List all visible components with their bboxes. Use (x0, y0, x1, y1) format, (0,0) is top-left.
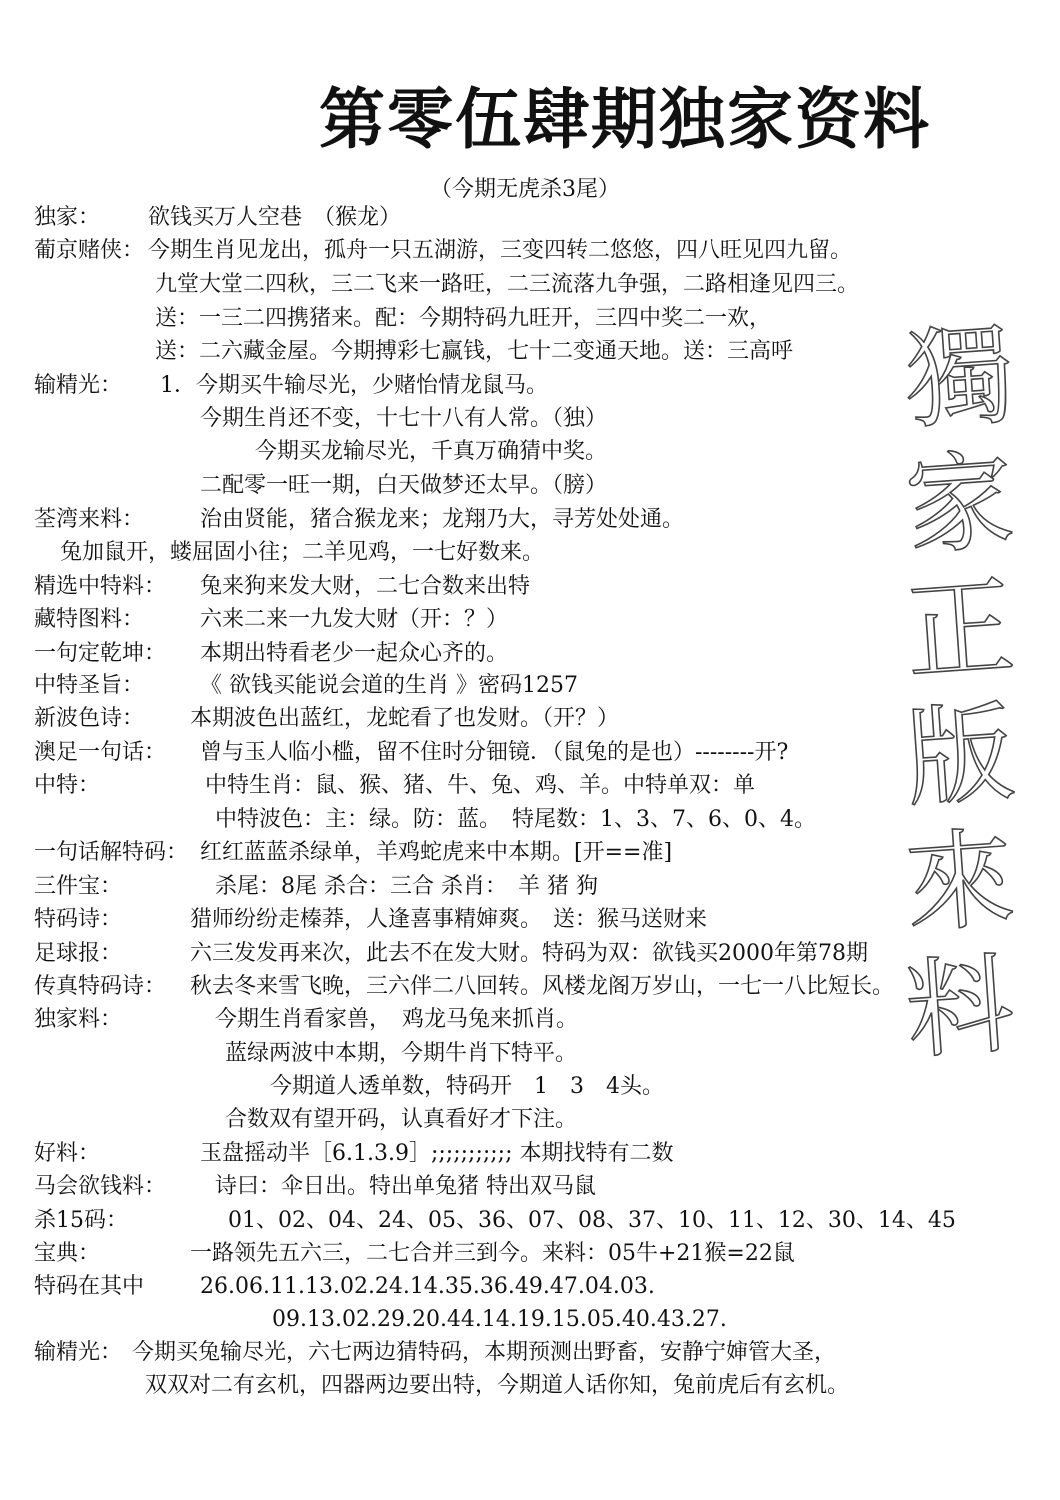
stamp-char: 版 (901, 690, 1019, 823)
row-text: 兔来狗来发大财，二七合数来出特 (200, 574, 531, 599)
row-label: 藏特图料： (34, 607, 145, 632)
row-text: 秋去冬来雪飞晚，三六伴二八回转。风楼龙阁万岁山，一七一八比短长。 (190, 974, 895, 999)
row-text: 九堂大堂二四秋，三二飞来一路旺，二三流落九争强，二路相逢见四三。 (155, 272, 860, 297)
row-text: 一路领先五六三，二七合并三到今。来料：05牛+21猴=22鼠 (190, 1241, 795, 1266)
stamp-char: 獨 (901, 312, 1019, 445)
row-text: 今期买龙输尽光，千真万确猜中奖。 (255, 439, 608, 464)
row-text: 诗曰：伞日出。特出单兔猪 特出双马鼠 (215, 1174, 596, 1199)
row-label: 杀15码： (34, 1208, 128, 1233)
row-text: 今期道人透单数，特码开 1 3 4头。 (270, 1074, 664, 1099)
row-label: 足球报： (34, 941, 123, 966)
row-text: 中特波色：主：绿。防：蓝。 特尾数：1、3、7、6、0、4。 (215, 807, 816, 832)
row-label: 特码在其中 (34, 1274, 145, 1299)
row-text: 治由贤能，猪合猴龙来；龙翔乃大，寻芳处处通。 (200, 507, 685, 532)
row-label: 三件宝： (34, 874, 123, 899)
row-text: 今期生肖见龙出，孤舟一只五湖游，三变四转二悠悠，四八旺见四九留。 (148, 238, 853, 263)
row-label: 传真特码诗： (34, 974, 167, 999)
subtitle: （今期无虎杀3尾） (430, 177, 620, 202)
row-text: 合数双有望开码，认真看好才下注。 (225, 1107, 578, 1132)
row-text: 双双对二有玄机，四器两边要出特，今期道人话你知，兔前虎后有玄机。 (145, 1373, 850, 1398)
row-text: 《 欲钱买能说会道的生肖 》密码1257 (200, 673, 578, 698)
row-text: 欲钱买万人空巷 （猴龙） (148, 205, 402, 230)
row-label: 一句话解特码： (34, 840, 189, 865)
row-label: 独家料： (34, 1007, 123, 1032)
row-label: 独家： (34, 205, 101, 230)
row-label: 精选中特料： (34, 574, 167, 599)
row-label: 好料： (34, 1141, 101, 1166)
row-text: 本期波色出蓝红，龙蛇看了也发财。（开？） (190, 706, 620, 731)
stamp-char: 家 (901, 438, 1019, 571)
row-label: 输精光： (34, 1340, 123, 1365)
row-label: 中特圣旨： (34, 673, 145, 698)
row-text: 玉盘摇动半［6.1.3.9］;;;;;;;;;;; 本期找特有二数 (200, 1141, 674, 1166)
row-text: 今期生肖还不变，十七十八有人常。（独） (200, 406, 608, 431)
row-text: 二配零一旺一期，白天做梦还太早。（膀） (200, 473, 608, 498)
stamp-char: 料 (901, 942, 1019, 1075)
row-text: 红红蓝蓝杀绿单，羊鸡蛇虎来中本期。[开==准] (200, 840, 673, 865)
row-label: 宝典： (34, 1241, 101, 1266)
row-text: 01、02、04、24、05、36、07、08、37、10、11、12、30、14、45 (228, 1208, 956, 1233)
row-text: 蓝绿两波中本期，今期牛肖下特平。 (225, 1041, 578, 1066)
row-text: 送：一三二四携猪来。配：今期特码九旺开，三四中奖二一欢， (155, 306, 772, 331)
row-label: 新波色诗： (34, 706, 145, 731)
page-title: 第零伍肆期独家资料 (319, 81, 931, 158)
row-label: 一句定乾坤： (34, 641, 167, 666)
row-label: 中特： (34, 773, 101, 798)
row-label: 马会欲钱料： (34, 1174, 167, 1199)
stamp-char: 來 (901, 816, 1019, 949)
row-text: 送：二六藏金屋。今期搏彩七赢钱，七十二变通天地。送：三高呼 (155, 339, 794, 364)
row-text: 今期买兔输尽光，六七两边猜特码，本期预测出野畜，安静宁婶管大圣， (132, 1340, 837, 1365)
side-stamp (900, 312, 1020, 1075)
row-label: 荃湾来料： (34, 507, 145, 532)
row-text: 今期生肖看家兽， 鸡龙马兔来抓肖。 (215, 1007, 579, 1032)
row-text: 09.13.02.29.20.44.14.19.15.05.40.43.27. (272, 1307, 727, 1332)
row-text: 六来二来一九发大财（开：？） (200, 607, 509, 632)
row-text: 六三发发再来次，此去不在发大财。特码为双：欲钱买2000年第78期 (190, 941, 868, 966)
stamp-char: 正 (901, 564, 1019, 697)
row-label: 澳足一句话： (34, 740, 167, 765)
row-label: 葡京赌侠： (34, 238, 145, 263)
row-text: 猎师纷纷走榛莽，人逢喜事精婶爽。 送：猴马送财来 (190, 907, 708, 932)
row-label: 特码诗： (34, 907, 123, 932)
row-text: 26.06.11.13.02.24.14.35.36.49.47.04.03. (200, 1274, 655, 1299)
row-text: 曾与玉人临小槛，留不住时分钿镜．（鼠兔的是也）--------开? (200, 740, 789, 765)
row-label: 输精光： (34, 373, 123, 398)
row-text: 中特生肖：鼠、猴、猪、牛、兔、鸡、羊。中特单双：单 (205, 773, 756, 798)
row-text: 杀尾：8尾 杀合：三合 杀肖： 羊 猪 狗 (215, 874, 598, 899)
row-text: 兔加鼠开，蝼屈固小往；二羊见鸡，一七好数来。 (60, 540, 545, 565)
row-text: 本期出特看老少一起众心齐的。 (200, 641, 509, 666)
row-text: 1．今期买牛输尽光，少赌怡情龙鼠马。 (160, 373, 548, 398)
